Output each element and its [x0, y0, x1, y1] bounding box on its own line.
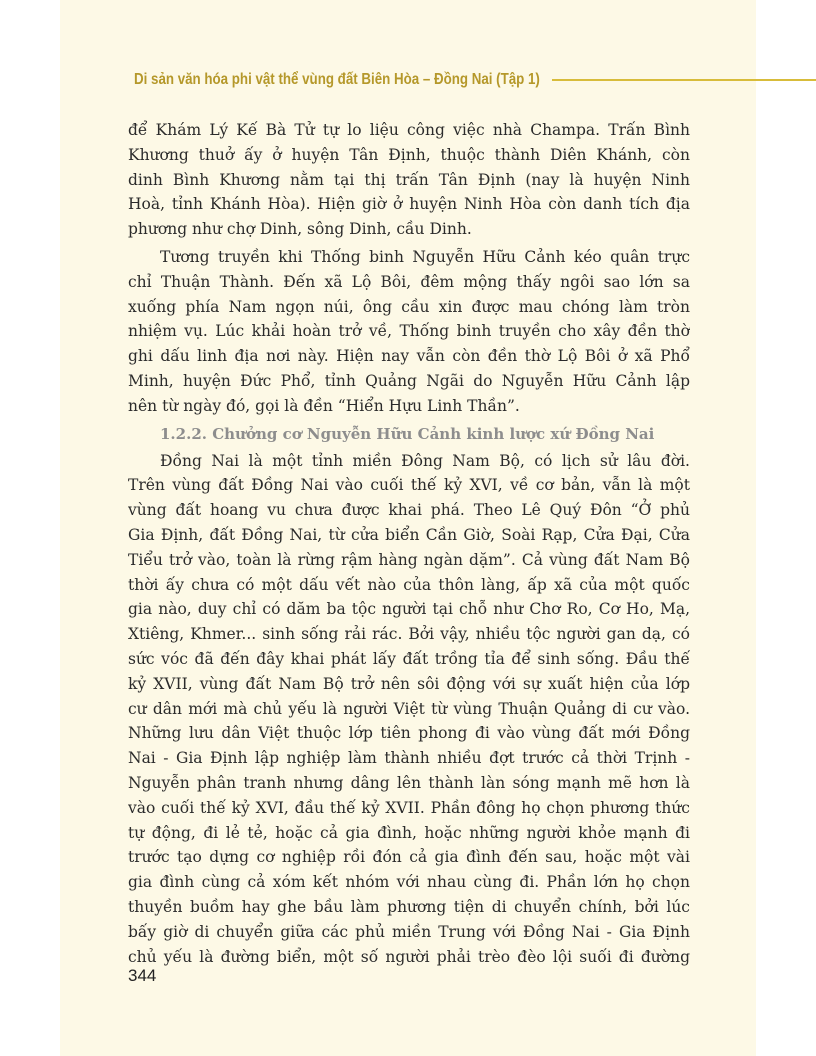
- text-line: Trên vùng đất Đồng Nai vào cuối thế kỷ XVI, về cơ bản, vẫn là một: [128, 476, 690, 495]
- text-line: dinh Bình Khương nằm tại thị trấn Tân Định (nay là huyện Ninh: [128, 170, 690, 189]
- text-line: thời ấy chưa có một dấu vết nào của thôn làng, ấp xã của một quốc: [128, 575, 690, 594]
- header-rule: [552, 79, 816, 81]
- text-line: Nai - Gia Định lập nghiệp làm thành nhiều đợt trước cả thời Trịnh -: [128, 749, 690, 768]
- text-line: Gia Định, đất Đồng Nai, từ cửa biển Cần Giờ, Soài Rạp, Cửa Đại, Cửa: [128, 525, 690, 544]
- text-line: cư dân mới mà chủ yếu là người Việt từ vùng Thuận Quảng di cư vào.: [128, 699, 690, 718]
- text-line: Minh, huyện Đức Phổ, tỉnh Quảng Ngãi do Nguyễn Hữu Cảnh lập: [128, 371, 690, 390]
- text-line: gia nào, duy chỉ có dăm ba tộc người tại chỗ như Chơ Ro, Cơ Ho, Mạ,: [128, 600, 690, 619]
- text-line: trước tạo dựng cơ nghiệp rồi đón cả gia đình đến sau, hoặc một vài: [128, 848, 690, 867]
- paragraph-3: [128, 449, 690, 970]
- text-line: Hoà, tỉnh Khánh Hòa). Hiện giờ ở huyện Ninh Hòa còn danh tích địa: [128, 195, 690, 214]
- text-line: Tiểu trở vào, toàn là rừng rậm hàng ngàn dặm”. Cả vùng đất Nam Bộ: [128, 550, 690, 569]
- text-line: vào cuối thế kỷ XVI, đầu thế kỷ XVII. Phần đông họ chọn phương thức: [128, 798, 690, 817]
- text-line: Đồng Nai là một tỉnh miền Đông Nam Bộ, có lịch sử lâu đời.: [160, 451, 690, 470]
- body-text: [128, 118, 690, 969]
- text-line: nhiệm vụ. Lúc khải hoàn trở về, Thống binh truyền cho xây đền thờ: [128, 322, 690, 341]
- text-line: tự động, đi lẻ tẻ, hoặc cả gia đình, hoặc những người khỏe mạnh đi: [128, 823, 690, 842]
- text-line: Khương thuở ấy ở huyện Tân Định, thuộc thành Diên Khánh, còn: [128, 145, 690, 164]
- text-line: phương như chợ Dinh, sông Dinh, cầu Dinh.: [128, 220, 472, 239]
- text-line: vùng đất hoang vu chưa được khai phá. Theo Lê Quý Đôn “Ở phủ: [128, 501, 690, 520]
- text-line: chỉ Thuận Thành. Đến xã Lộ Bôi, đêm mộng thấy ngôi sao lớn sa: [128, 272, 690, 291]
- text-line: để Khám Lý Kế Bà Tử tự lo liệu công việc nhà Champa. Trấn Bình: [128, 121, 690, 139]
- running-title: Di sản văn hóa phi vật thể vùng đất Biên Hòa – Đồng Nai (Tập 1): [134, 71, 540, 88]
- page-number: 344: [128, 966, 157, 985]
- text-line: gia đình cùng cả xóm kết nhóm với nhau cùng đi. Phần lớn họ chọn: [128, 873, 690, 892]
- text-line: Nguyễn phân tranh nhưng dâng lên thành làn sóng mạnh mẽ hơn là: [128, 773, 690, 792]
- text-line: Tương truyền khi Thống binh Nguyễn Hữu Cảnh kéo quân trực: [160, 247, 690, 266]
- running-header: [134, 70, 694, 92]
- text-line: thuyền buồm hay ghe bầu làm phương tiện di chuyển chính, bởi lúc: [128, 897, 690, 916]
- text-line: Những lưu dân Việt thuộc lớp tiên phong đi vào vùng đất mới Đồng: [128, 724, 690, 743]
- text-line: Xtiêng, Khmer... sinh sống rải rác. Bởi vậy, nhiều tộc người gan dạ, có: [128, 625, 690, 644]
- text-line: xuống phía Nam ngọn núi, ông cầu xin được mau chóng làm tròn: [128, 297, 690, 316]
- text-line: kỷ XVII, vùng đất Nam Bộ trở nên sôi động với sự xuất hiện của lớp: [128, 674, 690, 693]
- text-line: bấy giờ di chuyển giữa các phủ miền Trung với Đồng Nai - Gia Định: [128, 922, 690, 941]
- text-line: chủ yếu là đường biển, một số người phải trèo đèo lội suối đi đường: [128, 947, 690, 966]
- paragraph-1: [128, 118, 690, 242]
- text-line: sức vóc đã đến đây khai phát lấy đất trồng tỉa để sinh sống. Đầu thế: [128, 649, 690, 668]
- section-heading: 1.2.2. Chưởng cơ Nguyễn Hữu Cảnh kinh lược xứ Đồng Nai: [160, 424, 655, 443]
- text-line: nên từ ngày đó, gọi là đền “Hiển Hựu Linh Thần”.: [128, 396, 520, 415]
- text-line: ghi dấu linh địa nơi này. Hiện nay vẫn còn đền thờ Lộ Bôi ở xã Phổ: [128, 347, 690, 366]
- paragraph-2: [128, 245, 690, 419]
